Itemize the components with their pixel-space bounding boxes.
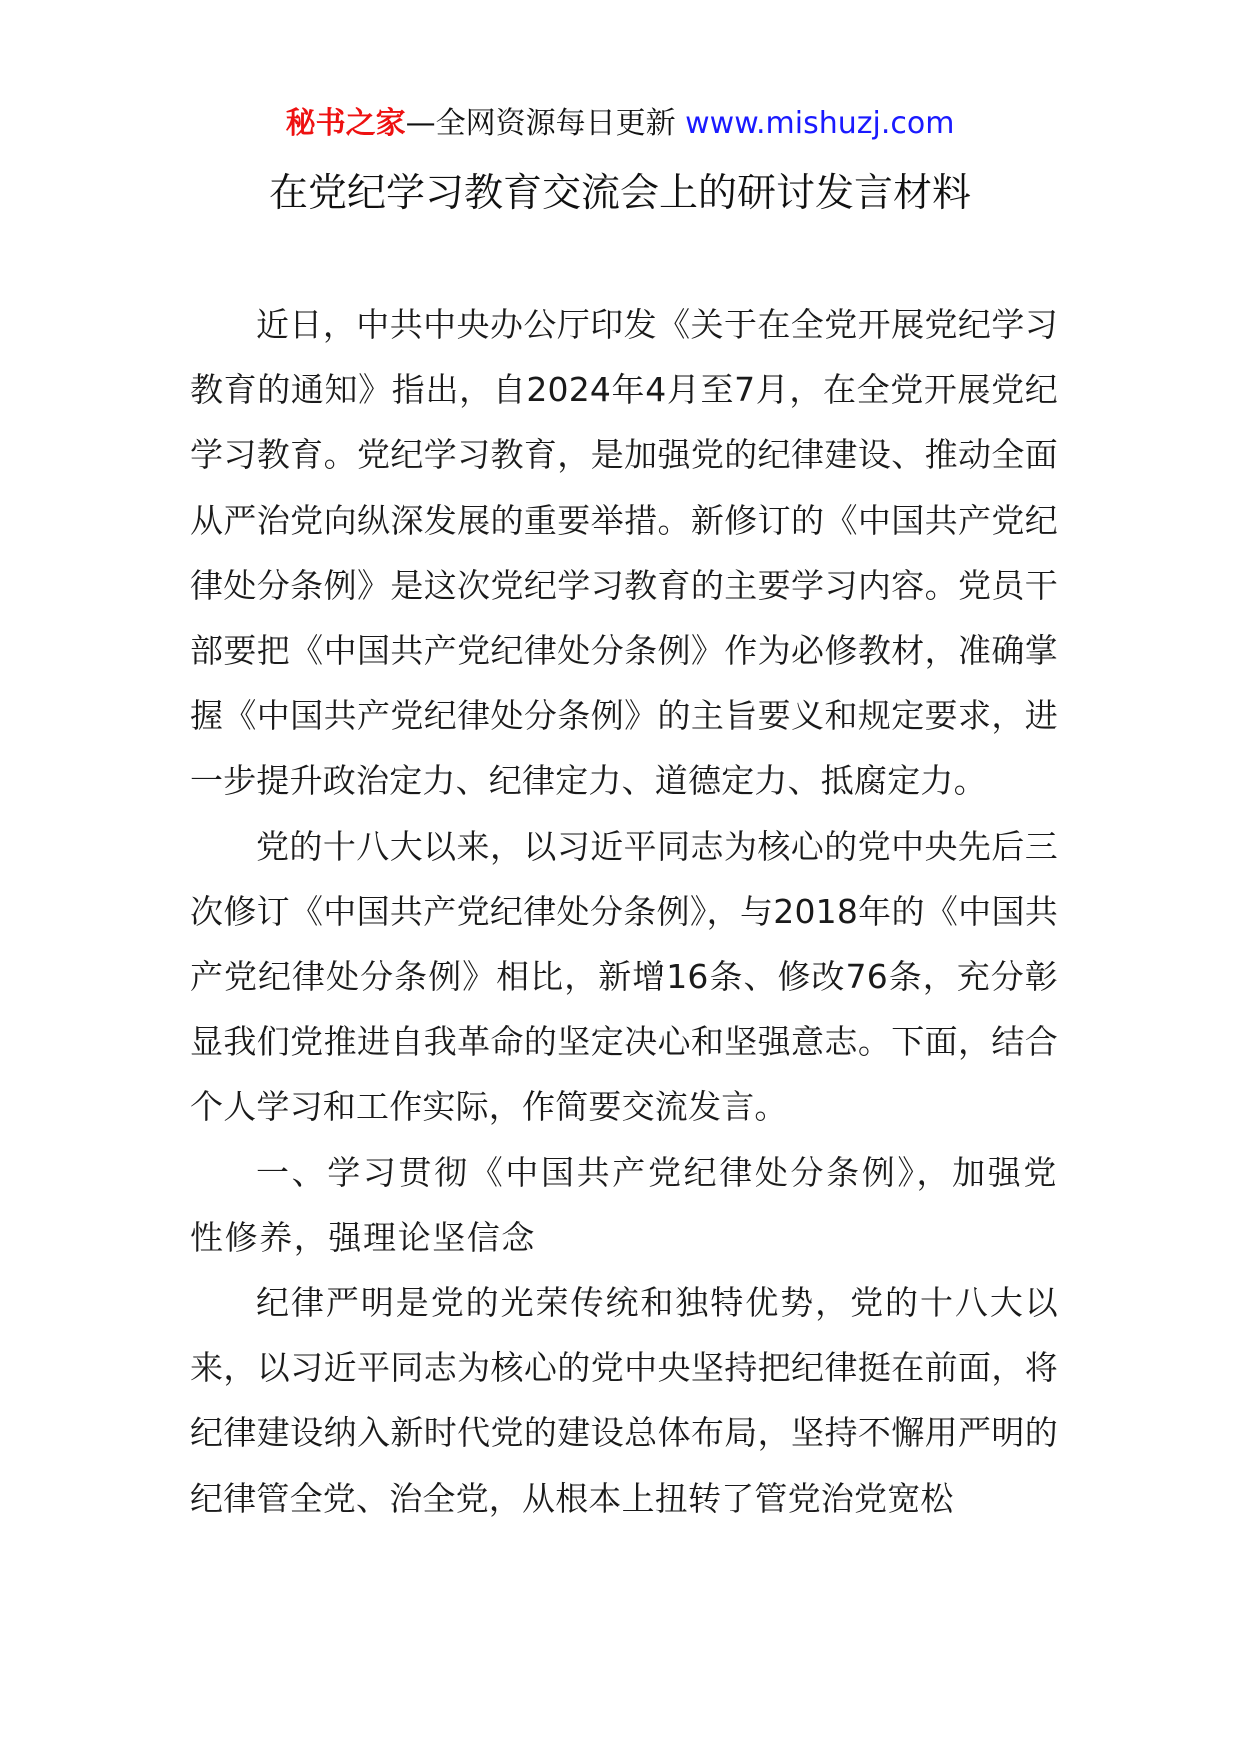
paragraph-intro: 近日，中共中央办公厅印发《关于在全党开展党纪学习教育的通知》指出，自2024年4月至7月，在全党开展党纪学习教育。党纪学习教育，是加强党的纪律建设、推动全面从严治党向纵深发展的重要举措。新修订的《中国共产党纪律处分条例》是这次党纪学习教育的主要学习内容。党员干部要把《中国共产党纪律处分条例》作为必修教材，准确掌握《中国共产党纪律处分条例》的主旨要义和规定要求，进一步提升政治定力、纪律定力、道德定力、抵腐定力。 bbox=[190, 305, 1058, 801]
document-body bbox=[190, 292, 1058, 1531]
site-tagline: —全网资源每日更新 bbox=[405, 106, 676, 141]
site-url: www.mishuzj.com bbox=[685, 106, 955, 141]
site-brand: 秘书之家 bbox=[285, 106, 406, 141]
site-banner bbox=[0, 102, 1240, 146]
section-heading-1: 一、学习贯彻《中国共产党纪律处分条例》，加强党性修养，强理论坚信念 bbox=[190, 1152, 1058, 1257]
document-title: 在党纪学习教育交流会上的研讨发言材料 bbox=[268, 171, 971, 216]
paragraph-revisions: 党的十八大以来，以习近平同志为核心的党中央先后三次修订《中国共产党纪律处分条例》，与2018年的《中国共产党纪律处分条例》相比，新增16条、修改76条，充分彰显我们党推进自我革命的坚定决心和坚强意志。下面，结合个人学习和工作实际，作简要交流发言。 bbox=[190, 826, 1058, 1127]
paragraph-discipline: 纪律严明是党的光荣传统和独特优势，党的十八大以来，以习近平同志为核心的党中央坚持把纪律挺在前面，将纪律建设纳入新时代党的建设总体布局，坚持不懈用严明的纪律管全党、治全党，从根本上扭转了管党治党宽松 bbox=[190, 1283, 1058, 1518]
